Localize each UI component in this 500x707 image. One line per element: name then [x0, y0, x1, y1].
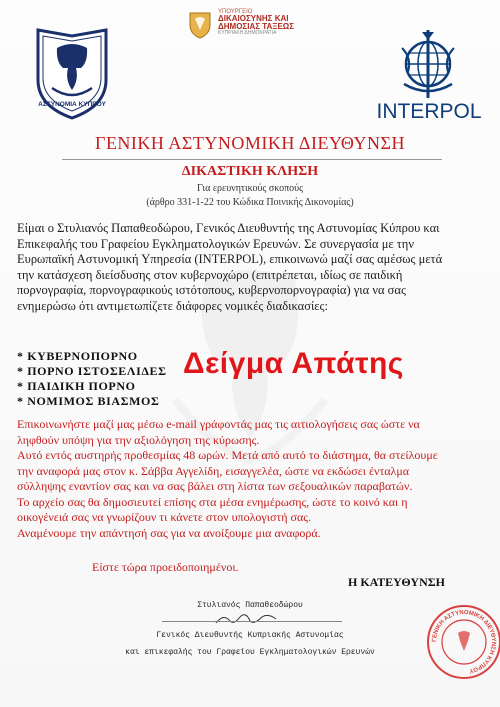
signature-line [162, 621, 342, 622]
warning-line: οικογένειά σας να γνωρίζουν τι κάνετε στον υπολογιστή σας. [17, 510, 312, 524]
warned-notice: Είστε τώρα προειδοποιημένοι. [92, 560, 239, 574]
signatory-title-line1: Γενικός Διευθυντής Κυπριακής Αστυνομίας [156, 631, 344, 640]
ministry-line3: ΔΗΜΟΣΙΑΣ ΤΑΞΕΩΣ [218, 22, 295, 31]
warning-line: Επικοινωνήστε μαζί μας μέσω e-mail γράφοντάς μας τις αιτιολογήσεις σας ώστε να [17, 417, 420, 431]
ministry-header [218, 9, 294, 36]
ministry-line2: ΔΙΚΑΙΟΣΥΝΗΣ ΚΑΙ [218, 14, 289, 23]
intro-paragraph [17, 221, 487, 314]
warning-line: Αναμένουμε την απάντησή σας για να ανοίξουμε μια αναφορά. [17, 525, 321, 540]
charge-item: * ΝΟΜΙΜΟΣ ΒΙΑΣΜΟΣ [17, 394, 160, 408]
handwritten-signature-icon [214, 611, 278, 627]
charges-list [17, 349, 167, 409]
ministry-line4: ΚΥΠΡΙΑΚΗ ΔΗΜΟΚΡΑΤΙΑ [218, 30, 277, 36]
heading-divider [62, 159, 442, 160]
warning-line: Αυτό εντός αυστηρής προθεσμίας 48 ωρών. Μετά από αυτό το διάστημα, θα στείλουμε [17, 448, 438, 462]
warning-paragraph [17, 417, 487, 541]
interpol-emblem-icon [396, 28, 460, 100]
intro-line: την κατάσχεση διείσδυσης στον κυβερνοχώρο (επιτρέπεται, ιδίως σε παιδική [17, 267, 403, 282]
charge-item: * ΠΟΡΝΟ ΙΣΤΟΣΕΛΙΔΕΣ [17, 364, 167, 378]
article-reference: (άρθρο 331-1-22 του Κώδικα Ποινικής Δικονομίας) [146, 197, 354, 208]
intro-line: πορνογραφία, πορνογραφικούς ιστότοπους, κυβερνοπορνογραφία) για να σας [17, 283, 406, 297]
directorate-signoff: Η ΚΑΤΕΥΘΥΝΣΗ [348, 575, 445, 589]
intro-line: Ευρωπαϊκή Αστυνομική Υπηρεσία (INTERPOL), επικοινωνώ μαζί σας αμέσως μετά [17, 252, 443, 266]
ministry-line1: ΥΠΟΥΡΓΕΙΟ [218, 9, 253, 15]
signatory-name: Στυλιανός Παπαθεοδώρου [197, 601, 303, 610]
headquarters-heading: ΓΕΝΙΚΗ ΑΣΤΥΝΟΜΙΚΗ ΔΙΕΥΘΥΝΣΗ [95, 133, 405, 153]
warning-line: σύλληψης εναντίον σας και να σας βάλει στη λίστα των σεξουαλικών παραβατών. [17, 479, 413, 493]
scam-sample-watermark: Δείγμα Απάτης [183, 347, 404, 380]
warning-line: ληφθούν υπόψη για την αξιολόγηση της κύρωσης. [17, 432, 260, 447]
charge-item: * ΠΑΙΔΙΚΗ ΠΟΡΝΟ [17, 379, 136, 393]
charge-item: * ΚΥΒΕΡΝΟΠΟΡΝΟ [17, 349, 138, 363]
intro-line: ενημερώσω ότι αντιμετωπίζετε διάφορες νομικές διαδικασίες: [17, 298, 328, 313]
official-stamp-icon [425, 603, 500, 681]
cyprus-police-badge-icon [26, 26, 118, 122]
warning-line: Το αρχείο σας θα δημοσιευτεί επίσης στα μέσα ενημέρωσης, ώστε το κοινό και η [17, 494, 408, 509]
signatory-title-line2: και επικεφαλής του Γραφείου Εγκληματολογικών Ερευνών [125, 648, 375, 657]
police-badge-text: ΑΣΤΥΝΟΜΙΑ ΚΥΠΡΟΥ [38, 101, 106, 108]
interpol-wordmark: INTERPOL [376, 100, 482, 123]
stamp-text: ΓΕΝΙΚΗ ΑΣΤΥΝΟΜΙΚΗ ΔΙΕΥΘΥΝΣΗ ΚΥΠΡΟΥ [431, 609, 497, 674]
intro-line: Επικεφαλής του Γραφείου Εγκληματολογικών Ερευνών. Σε συνεργασία με την [17, 236, 414, 251]
warning-line: την αναφορά μας στον κ. Σάββα Αγγελίδη, εισαγγελέα, ώστε να εκδώσει ένταλμα [17, 463, 410, 478]
ministry-crest-icon [186, 9, 214, 39]
purpose-line: Για ερευνητικούς σκοπούς [196, 183, 304, 194]
summons-title: ΔΙΚΑΣΤΙΚΗ ΚΛΗΣΗ [181, 164, 319, 179]
intro-line: Είμαι ο Στυλιανός Παπαθεοδώρου, Γενικός Διευθυντής της Αστυνομίας Κύπρου και [17, 221, 440, 235]
